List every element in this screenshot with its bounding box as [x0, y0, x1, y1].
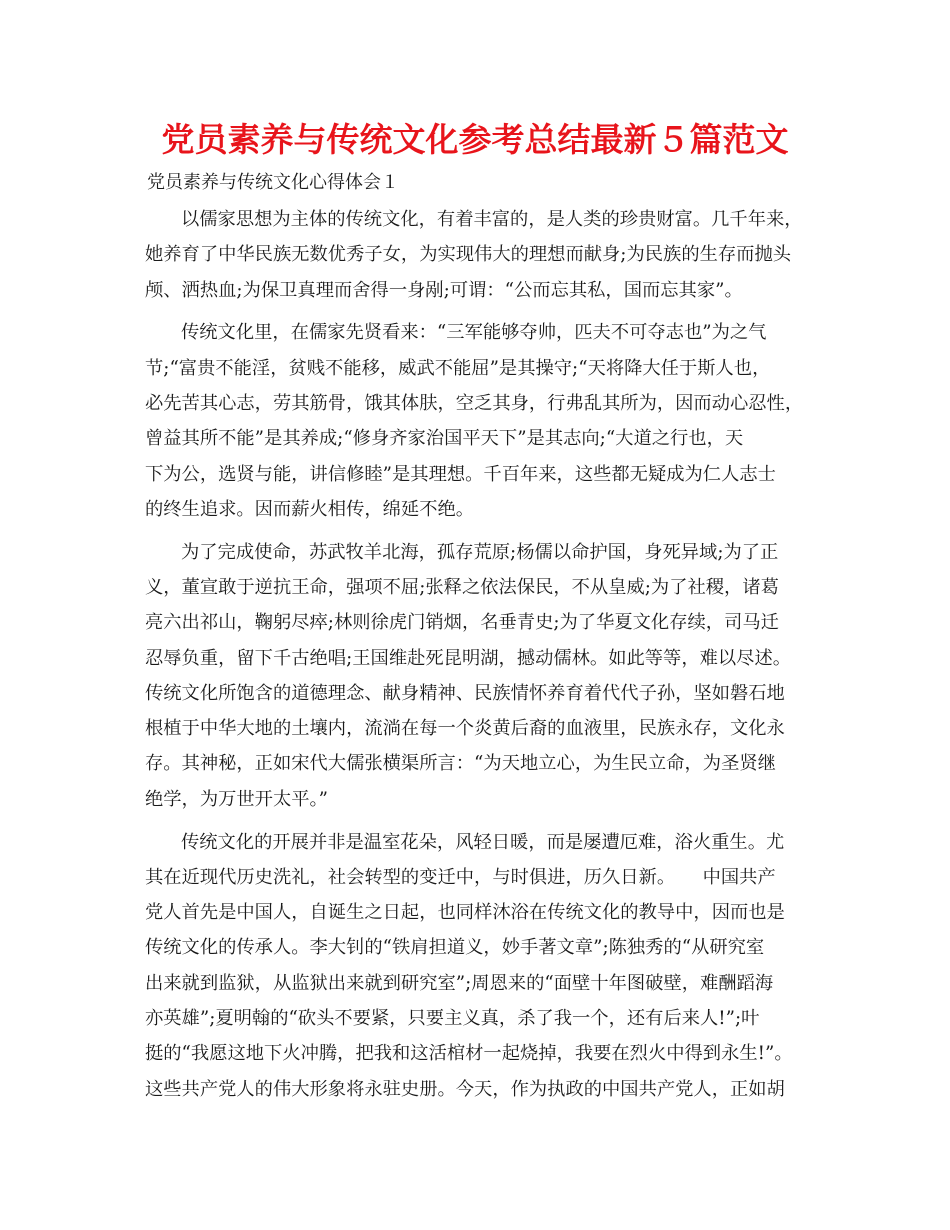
paragraph-line: 颅、洒热血;为保卫真理而舍得一身剐;可谓：“公而忘其私，国而忘其家”。	[145, 279, 743, 301]
paragraph-line: 存。其神秘，正如宋代大儒张横渠所言：“为天地立心，为生民立命，为圣贤继	[145, 753, 776, 775]
paragraph-line: 忍辱负重，留下千古绝唱;王国维赴死昆明湖，撼动儒林。如此等等，难以尽述。	[145, 647, 792, 669]
paragraph-line: 亦英雄”;夏明翰的“砍头不要紧，只要主义真，杀了我一个，还有后来人!”;叶	[145, 1008, 760, 1030]
paragraph-line: 为了完成使命，苏武牧羊北海，孤存荒原;杨儒以命护国，身死异域;为了正	[181, 541, 779, 563]
paragraph-line: 亮六出祁山，鞠躬尽瘁;林则徐虎门销烟，名垂青史;为了华夏文化存续，司马迁	[145, 612, 779, 634]
paragraph	[145, 825, 825, 1107]
paragraph-line: 传统文化里，在儒家先贤看来：“三军能够夺帅，匹夫不可夺志也”为之气	[181, 322, 767, 344]
paragraph-line: 其在近现代历史洗礼，社会转型的变迁中，与时俱进，历久日新。 中国共产	[145, 866, 776, 888]
paragraph-line: 出来就到监狱，从监狱出来就到研究室”;周恩来的“面壁十年图破壁，难酬蹈海	[145, 972, 774, 994]
paragraph-line: 这些共产党人的伟大形象将永驻史册。今天，作为执政的中国共产党人，正如胡	[145, 1078, 785, 1100]
paragraph-line: 义，董宣敢于逆抗王命，强项不屈;张释之依法保民，不从皇威;为了社稷，诸葛	[145, 576, 779, 598]
paragraph-line: 党人首先是中国人，自诞生之日起，也同样沐浴在传统文化的教导中，因而也是	[145, 902, 785, 924]
document-title: 党员素养与传统文化参考总结最新５篇范文	[161, 120, 789, 159]
paragraph-line: 传统文化所饱含的道德理念、献身精神、民族情怀养育着代代子孙，坚如磐石地	[145, 682, 785, 704]
paragraph	[145, 315, 825, 527]
paragraph-line: 传统文化的开展并非是温室花朵，风轻日暖，而是屡遭厄难，浴火重生。尤	[181, 831, 785, 853]
paragraph-line: 下为公，选贤与能，讲信修睦”是其理想。千百年来，这些都无疑成为仁人志士	[145, 463, 776, 485]
document-subtitle: 党员素养与传统文化心得体会１	[147, 172, 399, 193]
paragraph-line: 以儒家思想为主体的传统文化，有着丰富的，是人类的珍贵财富。几千年来，	[181, 209, 803, 230]
paragraph-line: 曾益其所不能”是其养成;“修身齐家治国平天下”是其志向;“大道之行也，天	[145, 428, 744, 450]
paragraph-line: 绝学，为万世开太平。”	[145, 788, 329, 810]
paragraph-line: 她养育了中华民族无数优秀子女，为实现伟大的理想而献身;为民族的生存而抛头	[145, 244, 792, 266]
paragraph-line: 必先苦其心志，劳其筋骨，饿其体肤，空乏其身，行弗乱其所为，因而动心忍性，	[145, 392, 804, 414]
paragraph-line: 节;“富贵不能淫，贫贱不能移，威武不能屈”是其操守;“天将降大任于斯人也，	[145, 357, 771, 379]
paragraph-line: 根植于中华大地的土壤内，流淌在每一个炎黄后裔的血液里，民族永存，文化永	[145, 718, 785, 740]
document-body	[145, 202, 825, 1107]
paragraph	[145, 535, 825, 817]
paragraph-line: 挺的“我愿这地下火冲腾，把我和这活棺材一起烧掉，我要在烈火中得到永生!”。	[145, 1043, 793, 1065]
paragraph	[145, 202, 825, 308]
paragraph-line: 传统文化的传承人。李大钊的“铁肩担道义，妙手著文章”;陈独秀的“从研究室	[145, 937, 765, 959]
paragraph-line: 的终生追求。因而薪火相传，绵延不绝。	[145, 498, 475, 520]
